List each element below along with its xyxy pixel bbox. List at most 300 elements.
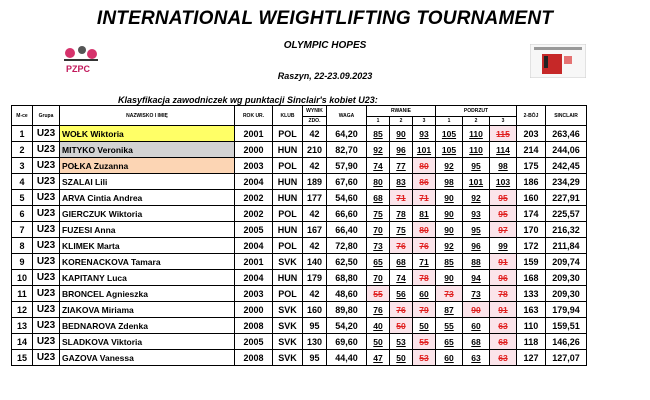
cell-year: 2004: [235, 270, 273, 286]
cell-weight: 48,60: [327, 286, 367, 302]
cell-name: BEDNAROVA Zdenka: [60, 318, 235, 334]
cell-cj-2-value: 68: [471, 336, 481, 347]
cell-total: 163: [517, 302, 546, 318]
cell-snatch-1-value: 40: [373, 320, 383, 331]
header-name: NAZWISKO I IMIĘ: [60, 106, 235, 126]
cell-place: 7: [12, 222, 33, 238]
cell-snatch-2-value: 96: [396, 144, 406, 155]
cell-snatch-3-value: 55: [419, 336, 429, 347]
cell-snatch-3-value: 71: [419, 256, 429, 267]
cell-cj-3-value: 95: [498, 208, 508, 219]
cell-cj-2: [463, 254, 490, 270]
cell-year: 2008: [235, 350, 273, 366]
cell-snatch-3-value: 71: [419, 192, 429, 203]
cell-weight: 62,50: [327, 254, 367, 270]
cell-cj-2-value: 101: [468, 176, 484, 187]
cell-group: U23: [33, 174, 60, 190]
cell-cj-1-value: 92: [444, 160, 454, 171]
results-table: [11, 105, 587, 366]
cell-sinclair: 242,45: [546, 158, 587, 174]
cell-snatch-2-value: 76: [396, 304, 406, 315]
cell-snatch-2-value: 71: [396, 192, 406, 203]
cell-cj-1-value: 105: [441, 128, 457, 139]
cell-group: U23: [33, 318, 60, 334]
cell-snatch-3-value: 78: [419, 272, 429, 283]
cell-cj-2-value: 60: [471, 320, 481, 331]
cell-snatch-1: [367, 302, 390, 318]
cell-group: U23: [33, 206, 60, 222]
cell-sinclair: 225,57: [546, 206, 587, 222]
cell-snatch-2-value: 76: [396, 240, 406, 251]
cell-club: HUN: [273, 174, 303, 190]
cell-cj-1: [436, 206, 463, 222]
cell-snatch-2: [390, 270, 413, 286]
cell-cj-3-value: 97: [498, 224, 508, 235]
cell-cj-1-value: 90: [444, 208, 454, 219]
cell-sinclair: 263,46: [546, 126, 587, 142]
header-result: WYNIK: [303, 106, 327, 117]
cell-cj-1-value: 105: [441, 144, 457, 155]
cell-result: 160: [303, 302, 327, 318]
cell-weight: 54,60: [327, 190, 367, 206]
cell-result: 177: [303, 190, 327, 206]
cell-sinclair: 244,06: [546, 142, 587, 158]
cell-total: 172: [517, 238, 546, 254]
table-row: [12, 190, 587, 206]
cell-group: U23: [33, 190, 60, 206]
cell-sinclair: 209,74: [546, 254, 587, 270]
cell-club: POL: [273, 158, 303, 174]
cell-result: 189: [303, 174, 327, 190]
cell-cj-1-value: 85: [444, 256, 454, 267]
cell-cj-1: [436, 126, 463, 142]
cell-snatch-1-value: 68: [373, 192, 383, 203]
header-snatch-1: 1: [367, 117, 390, 126]
table-row: [12, 158, 587, 174]
cell-club: SVK: [273, 302, 303, 318]
cell-cj-3-value: 95: [498, 192, 508, 203]
cell-cj-1-value: 55: [444, 320, 454, 331]
table-row: [12, 350, 587, 366]
cell-club: SVK: [273, 254, 303, 270]
cell-snatch-3: [413, 270, 436, 286]
cell-snatch-1: [367, 126, 390, 142]
cell-cj-3: [490, 318, 517, 334]
cell-cj-1-value: 90: [444, 192, 454, 203]
cell-snatch-1-value: 70: [373, 272, 383, 283]
cell-sinclair: 179,94: [546, 302, 587, 318]
cell-group: U23: [33, 254, 60, 270]
cell-cj-1: [436, 158, 463, 174]
cell-cj-1: [436, 286, 463, 302]
cell-cj-2: [463, 206, 490, 222]
cell-year: 2005: [235, 222, 273, 238]
cell-snatch-3-value: 101: [416, 144, 432, 155]
cell-cj-3-value: 63: [498, 352, 508, 363]
cell-snatch-3-value: 80: [419, 160, 429, 171]
cell-cj-3-value: 91: [498, 256, 508, 267]
cell-cj-2-value: 93: [471, 208, 481, 219]
cell-cj-2: [463, 190, 490, 206]
cell-cj-2: [463, 286, 490, 302]
cell-cj-2-value: 92: [471, 192, 481, 203]
cell-snatch-2: [390, 238, 413, 254]
cell-cj-3-value: 115: [496, 128, 510, 139]
cell-total: 170: [517, 222, 546, 238]
cell-snatch-3: [413, 158, 436, 174]
cell-total: 118: [517, 334, 546, 350]
cell-place: 12: [12, 302, 33, 318]
cell-result: 130: [303, 334, 327, 350]
cell-weight: 57,90: [327, 158, 367, 174]
cell-cj-1: [436, 238, 463, 254]
table-row: [12, 142, 587, 158]
cell-sinclair: 216,32: [546, 222, 587, 238]
cell-group: U23: [33, 286, 60, 302]
cell-result: 42: [303, 206, 327, 222]
cell-snatch-3-value: 60: [419, 288, 429, 299]
cell-snatch-3: [413, 190, 436, 206]
cell-cj-1-value: 98: [444, 176, 454, 187]
cell-snatch-1-value: 65: [373, 256, 383, 267]
page-title: INTERNATIONAL WEIGHTLIFTING TOURNAMENT: [96, 8, 554, 29]
cell-place: 15: [12, 350, 33, 366]
cell-snatch-1: [367, 270, 390, 286]
cell-total: 159: [517, 254, 546, 270]
cell-result: 179: [303, 270, 327, 286]
cell-cj-1: [436, 142, 463, 158]
cell-result: 95: [303, 350, 327, 366]
header-weight: WAGA: [327, 106, 367, 126]
cell-cj-1: [436, 334, 463, 350]
subtitle: OLYMPIC HOPES: [283, 40, 367, 51]
table-row: [12, 206, 587, 222]
cell-snatch-1: [367, 222, 390, 238]
header-snatch-3: 3: [413, 117, 436, 126]
cell-cj-1-value: 90: [444, 272, 454, 283]
cell-name: WOŁK Wiktoria: [60, 126, 235, 142]
date-place: Raszyn, 22-23.09.2023: [277, 71, 373, 81]
cell-sinclair: 234,29: [546, 174, 587, 190]
cell-result: 167: [303, 222, 327, 238]
header-club: KLUB: [273, 106, 303, 126]
cell-year: 2004: [235, 238, 273, 254]
cell-name: POŁKA Zuzanna: [60, 158, 235, 174]
cell-cj-1-value: 92: [444, 240, 454, 251]
cell-snatch-2: [390, 190, 413, 206]
cell-snatch-1-value: 73: [373, 240, 383, 251]
cell-snatch-2-value: 74: [396, 272, 406, 283]
cell-total: 175: [517, 158, 546, 174]
cell-name: ZIAKOVA Miriama: [60, 302, 235, 318]
cell-cj-1: [436, 270, 463, 286]
cell-snatch-3-value: 50: [419, 320, 429, 331]
cell-total: 174: [517, 206, 546, 222]
cell-cj-2: [463, 238, 490, 254]
cell-weight: 44,40: [327, 350, 367, 366]
cell-cj-1: [436, 254, 463, 270]
cell-snatch-2-value: 50: [396, 320, 406, 331]
cell-snatch-3: [413, 350, 436, 366]
cell-snatch-1: [367, 206, 390, 222]
cell-cj-3: [490, 174, 517, 190]
cell-name: MITYKO Veronika: [60, 142, 235, 158]
cell-cj-1-value: 60: [444, 352, 454, 363]
cell-sinclair: 127,07: [546, 350, 587, 366]
header-clean-jerk: PODRZUT: [436, 106, 517, 117]
cell-cj-1: [436, 350, 463, 366]
cell-snatch-1-value: 76: [373, 304, 383, 315]
cell-cj-3-value: 91: [498, 304, 508, 315]
cell-cj-3: [490, 222, 517, 238]
header-cj-3: 3: [490, 117, 517, 126]
cell-snatch-1-value: 50: [373, 336, 383, 347]
cell-name: SLADKOVA Viktoria: [60, 334, 235, 350]
cell-weight: 82,70: [327, 142, 367, 158]
cell-snatch-3: [413, 238, 436, 254]
cell-weight: 64,20: [327, 126, 367, 142]
cell-snatch-3: [413, 222, 436, 238]
cell-name: KAPITANY Luca: [60, 270, 235, 286]
cell-weight: 68,80: [327, 270, 367, 286]
cell-cj-2: [463, 126, 490, 142]
cell-snatch-2-value: 56: [396, 288, 406, 299]
cell-snatch-2-value: 50: [396, 352, 406, 363]
cell-name: KORENACKOVA Tamara: [60, 254, 235, 270]
table-row: [12, 174, 587, 190]
cell-name: BRONCEL Agnieszka: [60, 286, 235, 302]
cell-cj-2-value: 88: [471, 256, 481, 267]
cell-cj-2: [463, 174, 490, 190]
cell-cj-3: [490, 334, 517, 350]
cell-cj-3: [490, 302, 517, 318]
cell-sinclair: 227,91: [546, 190, 587, 206]
cell-cj-2-value: 110: [469, 128, 483, 139]
table-caption: Klasyfikacja zawodniczek wg punktacji Sinclair's kobiet U23:: [118, 95, 378, 105]
cell-snatch-1-value: 80: [373, 176, 383, 187]
cell-snatch-2: [390, 302, 413, 318]
cell-name: KLIMEK Marta: [60, 238, 235, 254]
cell-result: 42: [303, 238, 327, 254]
cell-snatch-2: [390, 222, 413, 238]
cell-snatch-1: [367, 238, 390, 254]
cell-total: 133: [517, 286, 546, 302]
cell-result: 210: [303, 142, 327, 158]
cell-total: 203: [517, 126, 546, 142]
cell-cj-2-value: 63: [471, 352, 481, 363]
cell-snatch-2-value: 77: [396, 160, 406, 171]
cell-snatch-3-value: 53: [419, 352, 429, 363]
cell-cj-3: [490, 190, 517, 206]
cell-snatch-2: [390, 126, 413, 142]
cell-cj-3-value: 103: [495, 176, 511, 187]
cell-snatch-1: [367, 334, 390, 350]
cell-snatch-2-value: 53: [396, 336, 406, 347]
cell-cj-3: [490, 206, 517, 222]
cell-snatch-1-value: 92: [373, 144, 383, 155]
cell-cj-2-value: 90: [471, 304, 481, 315]
cell-cj-2-value: 110: [469, 144, 483, 155]
header-snatch-2: 2: [390, 117, 413, 126]
cell-group: U23: [33, 158, 60, 174]
cell-name: SZALAI Lili: [60, 174, 235, 190]
table-row: [12, 254, 587, 270]
cell-cj-3: [490, 238, 517, 254]
cell-club: HUN: [273, 222, 303, 238]
cell-place: 13: [12, 318, 33, 334]
cell-cj-3: [490, 142, 517, 158]
cell-place: 6: [12, 206, 33, 222]
cell-cj-3-value: 114: [496, 144, 510, 155]
cell-club: HUN: [273, 142, 303, 158]
cell-group: U23: [33, 142, 60, 158]
cell-cj-1: [436, 174, 463, 190]
cell-snatch-1: [367, 286, 390, 302]
cell-cj-3-value: 98: [498, 160, 508, 171]
cell-club: HUN: [273, 190, 303, 206]
cell-cj-3: [490, 350, 517, 366]
cell-name: ARVA Cintia Andrea: [60, 190, 235, 206]
cell-snatch-3-value: 80: [419, 224, 429, 235]
cell-cj-2: [463, 350, 490, 366]
cell-snatch-3-value: 76: [419, 240, 429, 251]
cell-group: U23: [33, 222, 60, 238]
cell-weight: 72,80: [327, 238, 367, 254]
cell-snatch-3: [413, 334, 436, 350]
header-place: M-ce: [12, 106, 33, 126]
cell-year: 2005: [235, 334, 273, 350]
cell-snatch-3-value: 86: [419, 176, 429, 187]
cell-snatch-2: [390, 286, 413, 302]
cell-snatch-1: [367, 142, 390, 158]
cell-group: U23: [33, 350, 60, 366]
cell-snatch-2-value: 78: [396, 208, 406, 219]
cell-place: 1: [12, 126, 33, 142]
cell-snatch-1-value: 74: [373, 160, 383, 171]
cell-cj-2-value: 95: [471, 224, 481, 235]
cell-sinclair: 146,26: [546, 334, 587, 350]
cell-snatch-3-value: 81: [419, 208, 429, 219]
cell-cj-1: [436, 318, 463, 334]
cell-cj-2: [463, 222, 490, 238]
cell-cj-3-value: 68: [498, 336, 508, 347]
cell-weight: 89,80: [327, 302, 367, 318]
cell-total: 110: [517, 318, 546, 334]
cell-club: HUN: [273, 270, 303, 286]
cell-snatch-2-value: 75: [396, 224, 406, 235]
cell-sinclair: 159,51: [546, 318, 587, 334]
cell-snatch-3-value: 79: [419, 304, 429, 315]
table-row: [12, 302, 587, 318]
table-row: [12, 318, 587, 334]
cell-year: 2002: [235, 190, 273, 206]
cell-cj-2: [463, 270, 490, 286]
cell-cj-2-value: 96: [471, 240, 481, 251]
cell-result: 42: [303, 286, 327, 302]
cell-year: 2008: [235, 318, 273, 334]
cell-group: U23: [33, 270, 60, 286]
table-row: [12, 334, 587, 350]
cell-name: GAZOVA Vanessa: [60, 350, 235, 366]
header-total: 2-BÓJ: [517, 106, 546, 126]
cell-total: 160: [517, 190, 546, 206]
cell-snatch-2: [390, 174, 413, 190]
cell-cj-1: [436, 222, 463, 238]
cell-snatch-1-value: 47: [373, 352, 383, 363]
cell-snatch-1-value: 55: [373, 288, 383, 299]
table-row: [12, 286, 587, 302]
table-row: [12, 126, 587, 142]
cell-place: 4: [12, 174, 33, 190]
cell-place: 14: [12, 334, 33, 350]
cell-snatch-2: [390, 254, 413, 270]
cell-cj-3: [490, 270, 517, 286]
cell-sinclair: 209,30: [546, 286, 587, 302]
cell-snatch-2: [390, 334, 413, 350]
cell-sinclair: 211,84: [546, 238, 587, 254]
cell-snatch-1-value: 85: [373, 128, 383, 139]
cell-snatch-3-value: 93: [419, 128, 429, 139]
cell-name: FUZESI Anna: [60, 222, 235, 238]
cell-year: 2002: [235, 206, 273, 222]
cell-result: 42: [303, 158, 327, 174]
cell-snatch-1-value: 70: [373, 224, 383, 235]
cell-cj-1: [436, 190, 463, 206]
cell-group: U23: [33, 334, 60, 350]
cell-sinclair: 209,30: [546, 270, 587, 286]
cell-club: SVK: [273, 318, 303, 334]
header-group: Grupa: [33, 106, 60, 126]
cell-cj-2: [463, 302, 490, 318]
header-result-sub: ZDO.: [303, 117, 327, 126]
table-row: [12, 238, 587, 254]
cell-cj-3-value: 78: [498, 288, 508, 299]
cell-cj-1-value: 65: [444, 336, 454, 347]
cell-club: SVK: [273, 350, 303, 366]
cell-cj-3: [490, 158, 517, 174]
cell-group: U23: [33, 238, 60, 254]
cell-place: 5: [12, 190, 33, 206]
cell-cj-2-value: 73: [471, 288, 481, 299]
cell-snatch-3: [413, 302, 436, 318]
cell-cj-1: [436, 302, 463, 318]
cell-year: 2001: [235, 126, 273, 142]
header-sinclair: SINCLAIR: [546, 106, 587, 126]
cell-snatch-3: [413, 254, 436, 270]
cell-club: POL: [273, 126, 303, 142]
cell-place: 2: [12, 142, 33, 158]
logo-text: PZPC: [66, 64, 91, 74]
cell-cj-3-value: 63: [498, 320, 508, 331]
table-row: [12, 222, 587, 238]
tournament-poster-logo: [530, 44, 586, 78]
cell-club: SVK: [273, 334, 303, 350]
cell-cj-2: [463, 318, 490, 334]
cell-snatch-3: [413, 286, 436, 302]
cell-cj-1-value: 90: [444, 224, 454, 235]
header-cj-2: 2: [463, 117, 490, 126]
cell-snatch-2: [390, 142, 413, 158]
cell-snatch-2: [390, 158, 413, 174]
cell-total: 186: [517, 174, 546, 190]
cell-snatch-3: [413, 318, 436, 334]
cell-total: 214: [517, 142, 546, 158]
cell-snatch-3: [413, 126, 436, 142]
cell-club: POL: [273, 206, 303, 222]
cell-weight: 69,60: [327, 334, 367, 350]
header-snatch: RWANIE: [367, 106, 436, 117]
cell-result: 95: [303, 318, 327, 334]
